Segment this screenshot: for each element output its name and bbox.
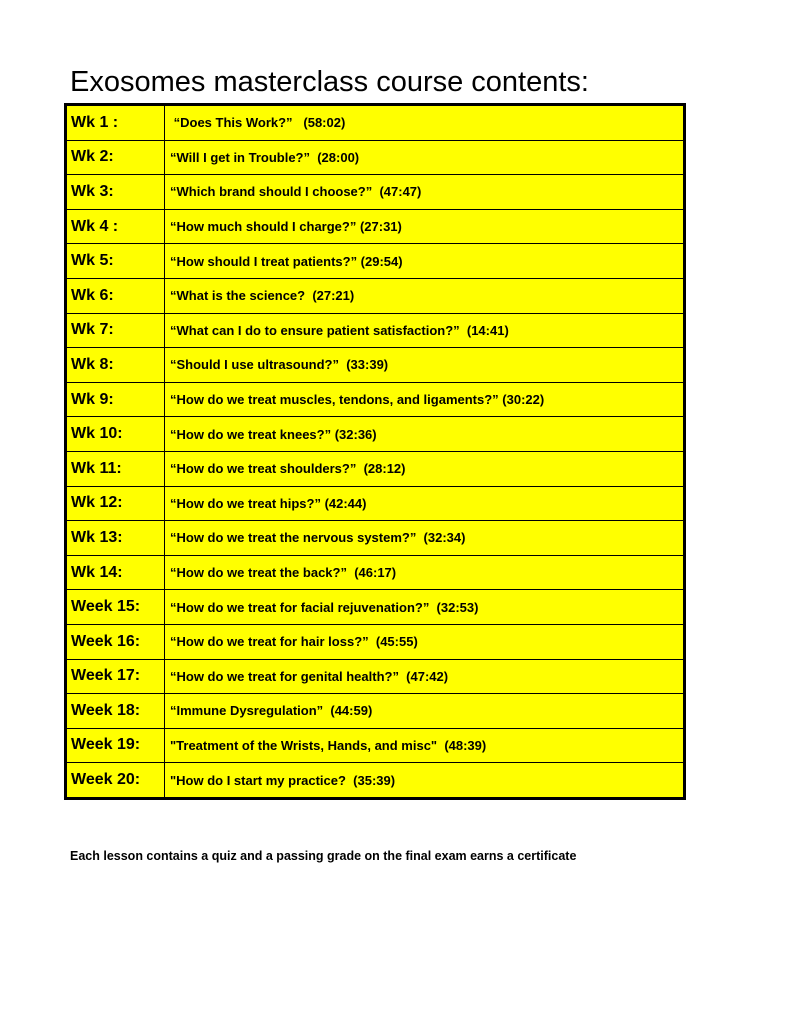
lesson-title: “How do we treat hips?” (42:44): [165, 486, 684, 521]
lesson-title: “What is the science? (27:21): [165, 278, 684, 313]
lesson-title: “How do we treat for facial rejuvenation?” (32:53): [165, 590, 684, 625]
week-label: Wk 1 :: [67, 106, 165, 140]
table-row: [67, 348, 683, 383]
week-label: Week 18:: [67, 694, 165, 729]
table-row: [67, 313, 683, 348]
course-table: [67, 106, 683, 797]
week-label: Wk 5:: [67, 244, 165, 279]
table-row: [67, 728, 683, 763]
table-row: [67, 244, 683, 279]
week-label: Week 15:: [67, 590, 165, 625]
lesson-title: “What can I do to ensure patient satisfaction?” (14:41): [165, 313, 684, 348]
lesson-title: “How do we treat knees?” (32:36): [165, 417, 684, 452]
week-label: Wk 4 :: [67, 209, 165, 244]
table-row: [67, 106, 683, 140]
table-row: [67, 555, 683, 590]
lesson-title: "How do I start my practice? (35:39): [170, 772, 396, 788]
week-label: Wk 2:: [67, 140, 165, 175]
lesson-title: “Which brand should I choose?” (47:47): [165, 175, 684, 210]
lesson-title: “How do we treat shoulders?” (28:12): [165, 451, 684, 486]
table-row: [67, 624, 683, 659]
lesson-title: “Will I get in Trouble?” (28:00): [165, 140, 684, 175]
week-label: Wk 13:: [67, 521, 165, 556]
week-label: Wk 11:: [67, 451, 165, 486]
table-row: [67, 175, 683, 210]
table-row: [67, 763, 683, 797]
week-label: Week 19:: [67, 728, 165, 763]
lesson-title: “Immune Dysregulation” (44:59): [165, 694, 684, 729]
table-row: [67, 486, 683, 521]
week-label: Wk 12:: [67, 486, 165, 521]
lesson-title: “How much should I charge?” (27:31): [165, 209, 684, 244]
course-contents-table: [64, 103, 686, 800]
table-row: [67, 659, 683, 694]
footer-note: Each lesson contains a quiz and a passing grade on the final exam earns a certificate: [70, 849, 577, 863]
table-row: [67, 417, 683, 452]
table-row: [67, 590, 683, 625]
week-label: Wk 7:: [67, 313, 165, 348]
week-label: Week 20:: [67, 763, 165, 797]
table-row: [67, 521, 683, 556]
table-row: [67, 140, 683, 175]
week-label: Wk 6:: [67, 278, 165, 313]
week-label: Wk 14:: [67, 555, 165, 590]
week-label: Wk 9:: [67, 382, 165, 417]
lesson-title: “How do we treat for genital health?” (47:42): [165, 659, 684, 694]
lesson-title: “How do we treat for hair loss?” (45:55): [165, 624, 684, 659]
table-row: [67, 451, 683, 486]
page-title: Exosomes masterclass course contents:: [70, 66, 589, 98]
lesson-title: “How do we treat the back?” (46:17): [165, 555, 684, 590]
lesson-title: “Does This Work?” (58:02): [165, 106, 684, 140]
table-row: [67, 278, 683, 313]
lesson-title: “How do we treat the nervous system?” (32:34): [165, 521, 684, 556]
lesson-title: “Should I use ultrasound?” (33:39): [165, 348, 684, 383]
lesson-title: "Treatment of the Wrists, Hands, and misc" (48:39): [165, 728, 684, 763]
table-row: [67, 694, 683, 729]
table-row: [67, 209, 683, 244]
table-row: [67, 382, 683, 417]
week-label: Wk 10:: [67, 417, 165, 452]
week-label: Wk 3:: [67, 175, 165, 210]
week-label: Week 17:: [67, 659, 165, 694]
week-label: Week 16:: [67, 624, 165, 659]
lesson-title: “How should I treat patients?” (29:54): [165, 244, 684, 279]
week-label: Wk 8:: [67, 348, 165, 383]
lesson-title: “How do we treat muscles, tendons, and ligaments?” (30:22): [165, 382, 684, 417]
